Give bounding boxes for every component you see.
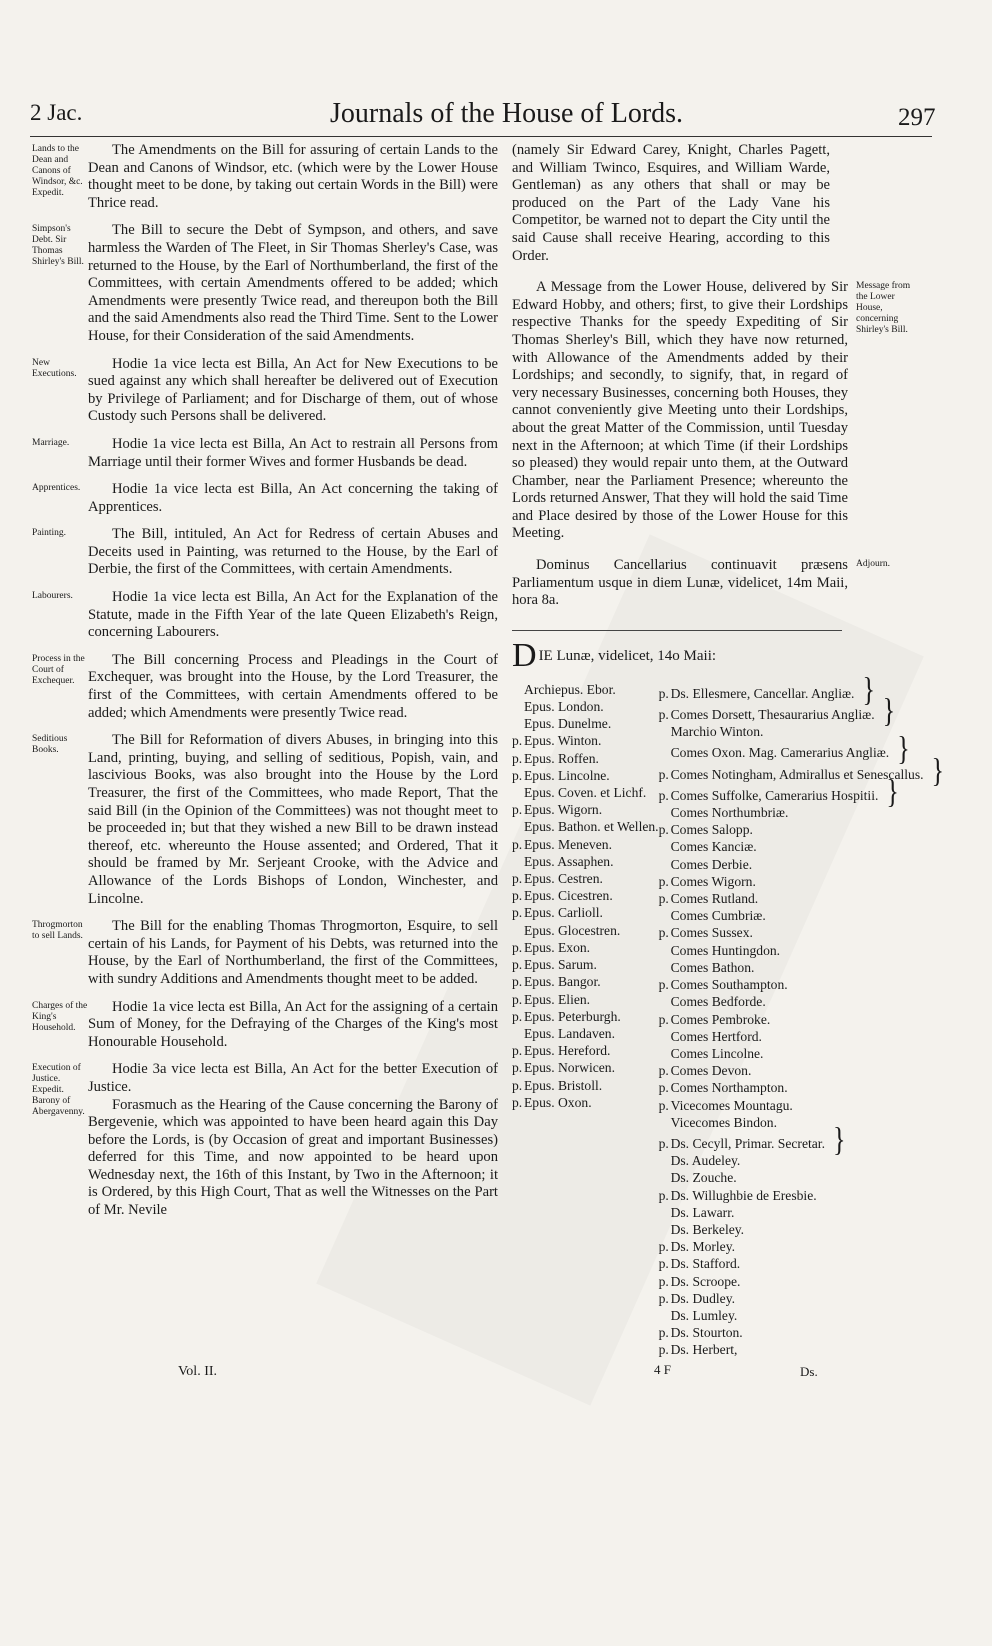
margin-note: Execution of Justice. Expedit. Barony of Abergavenny.: [32, 1063, 85, 1118]
member-name: Ds. Herbert,: [670, 1342, 738, 1358]
entry-text: Hodie 1a vice lecta est Billa, An Act concerning the taking of Apprentices.: [88, 481, 498, 515]
member-name: Epus. Lincolne.: [524, 767, 610, 783]
member-name: Comes Cumbriæ.: [670, 908, 766, 924]
roll-entry: [659, 1079, 944, 1096]
member-name: Ds. Dudley.: [670, 1290, 736, 1306]
entry-marriage: [32, 436, 498, 471]
running-head-left: 2 Jac.: [30, 100, 83, 125]
roll-entry: [512, 836, 659, 853]
roll-entry: [659, 821, 944, 838]
roll-entry: [512, 956, 659, 973]
margin-note: Simpson's Debt. Sir Thomas Shirley's Bill.: [32, 224, 84, 268]
member-name: Comes Dorsett, Thesaurarius Angliæ.: [670, 707, 875, 723]
brace-mark: }: [886, 772, 899, 811]
member-name: Ds. Stourton.: [670, 1325, 743, 1341]
member-name: Epus. Meneven.: [524, 836, 612, 852]
entry-text: The Bill concerning Process and Pleadings in the Court of Exchequer, was brought into the House, by the Lord Treasurer, the first of the Committees, with certain Amendments offered to be added; which Amendments were presently Twice read.: [88, 651, 498, 721]
entry-text: Hodie 1a vice lecta est Billa, An Act to restrain all Persons from Marriage until their former Wives and former Husbands be dead.: [88, 435, 498, 470]
member-name: Vicecomes Mountagu.: [670, 1097, 793, 1113]
entry-text: Hodie 1a vice lecta est Billa, An Act for New Executions to be sued against any which shall hereafter be delivered out of Execution by Privilege of Parliament; and for Discharge of them, out of whose Custody such Persons shall be delivered.: [88, 355, 498, 425]
presence-mark: p.: [512, 802, 523, 818]
roll-entry: [512, 715, 659, 732]
roll-entry: [512, 750, 659, 767]
member-name: Epus. Cicestren.: [524, 888, 613, 904]
presence-mark: p.: [658, 822, 669, 838]
member-name: Ds. Audeley.: [670, 1153, 741, 1169]
member-name: Ds. Stafford.: [670, 1256, 741, 1272]
entry-text: The Bill for Reformation of divers Abuses, in bringing into this Land, printing, buying, and selling of seditious, Popish, vain, and lascivious Books, was also brought into the House by the Lord Treasurer, the first of the Committees, who made Report, That the said Bill (in the Opinion of the Committees) was not thought meet to be proceeded in; but that they wished a new Bill to be drawn instead thereof, etc. whereunto the House assented; and Ordered, That it should be framed by Mr. Serjeant Crooke, with the Advice and Allowance of the Lords Bishops of London, Winchester, and Lincolne.: [88, 732, 498, 907]
member-name: Comes Huntingdon.: [670, 942, 781, 958]
presence-mark: p.: [512, 767, 523, 783]
presence-mark: p.: [658, 1290, 669, 1306]
date-heading: [512, 636, 912, 674]
adjournment-text: Dominus Cancellarius continuavit præsens Parliamentum usque in diem Lunæ, videlicet, 14m Maii, hora 8a.: [512, 557, 848, 609]
margin-note: Throgmorton to sell Lands.: [32, 920, 83, 942]
margin-note: Charges of the King's Household.: [32, 1000, 88, 1033]
message-text: A Message from the Lower House, delivered by Sir Edward Hobby, and others; first, to give their Lordships respective Thanks for the speedy Expediting of Sir Thomas Sherley's Bill, which they have now returned, with Allowance of the Amendments added by their Lordships; and secondly, to signify, that, in regard of very necessary Businesses, concerning both Houses, they cannot conveniently give Meeting unto their Lordships, about the great Matter of the Commission, until Tuesday next in the Afternoon; at which Time (if their Lordships so pleased) they would repair unto them, at the Outward Chamber, near the Parliament Presence; whereunto the Lords returned Answer, That they will hold the said Time and Place desired by those of the Lower House for this Meeting.: [512, 279, 848, 542]
presence-mark: p.: [658, 977, 669, 993]
member-name: Marchio Winton.: [670, 724, 764, 740]
member-name: Epus. Coven. et Lichf.: [524, 785, 647, 801]
member-name: Comes Suffolke, Camerarius Hospitii.: [670, 787, 879, 803]
presence-mark: p.: [658, 1239, 669, 1255]
presence-mark: p.: [658, 891, 669, 907]
roll-entry: [659, 1341, 944, 1358]
margin-note: Seditious Books.: [32, 734, 68, 756]
volume-mark: Vol. II.: [178, 1364, 218, 1379]
roll-entry: [659, 1324, 944, 1341]
roll-entry: [658, 670, 944, 709]
roll-entry: [512, 698, 659, 715]
presence-mark: p.: [512, 939, 523, 955]
member-name: Epus. Sarum.: [524, 957, 597, 973]
roll-entry: [659, 942, 944, 959]
member-name: Ds. Lawarr.: [670, 1204, 735, 1220]
member-name: Comes Lincolne.: [670, 1045, 764, 1061]
member-name: Archiepus. Ebor.: [524, 681, 616, 697]
presence-mark: p.: [512, 905, 523, 921]
roll-entry: [659, 924, 944, 941]
entry-execution-justice: [32, 1061, 498, 1219]
member-name: Comes Devon.: [670, 1063, 752, 1079]
attendance-roll: [512, 670, 945, 1359]
presence-mark: p.: [658, 1135, 669, 1151]
roll-entry: [512, 887, 659, 904]
member-name: Epus. Roffen.: [524, 750, 599, 766]
header-rule: [30, 136, 932, 137]
member-name: Ds. Willughbie de Eresbie.: [670, 1187, 817, 1203]
presence-mark: p.: [512, 1008, 523, 1024]
member-name: Epus. Cestren.: [524, 871, 603, 887]
roll-entry: [659, 856, 944, 873]
entry-text-continued: Forasmuch as the Hearing of the Cause concerning the Barony of Bergevenie, which was appointed to have been heard again this Day before the Lords, is (by Occasion of great and important Businesses) deferred for this Time, and now appointed to be heard upon Wednesday next, the 16th of this Instant, by Two in the Afternoon; it is Ordered, by this High Court, That as well the Witnesses on the Part of Mr. Nevile: [88, 1096, 498, 1219]
page-number: 297: [898, 104, 936, 131]
member-name: Epus. Landaven.: [524, 1025, 615, 1041]
presence-mark: p.: [658, 1187, 669, 1203]
roll-entry: [512, 939, 659, 956]
presence-mark: p.: [658, 787, 669, 803]
brace-mark: }: [882, 691, 896, 730]
margin-note: New Executions.: [32, 357, 77, 379]
presence-mark: p.: [512, 836, 523, 852]
member-name: Epus. Assaphen.: [524, 853, 614, 869]
roll-entry: [659, 1255, 944, 1272]
roll-entry: [512, 681, 659, 698]
entry-exchequer: [32, 652, 498, 722]
member-name: Epus. Winton.: [524, 733, 602, 749]
roll-entry: [512, 870, 659, 887]
member-name: Comes Bathon.: [670, 959, 755, 975]
member-name: Comes Southampton.: [670, 977, 788, 993]
roll-entry: [659, 907, 944, 924]
roll-entry: [512, 732, 659, 749]
message-entry: [512, 279, 912, 557]
presence-mark: p.: [658, 1097, 669, 1113]
roll-entry: [659, 959, 944, 976]
roll-entry: [512, 1008, 659, 1025]
roll-entry: [659, 1290, 944, 1307]
presence-mark: p.: [658, 707, 669, 723]
member-name: Comes Wigorn.: [670, 873, 756, 889]
member-name: Comes Notingham, Admirallus et Senescallus.: [670, 766, 924, 782]
roll-entry: [512, 904, 659, 921]
roll-entry: [512, 1094, 659, 1111]
entry-text: The Bill for the enabling Thomas Throgmorton, Esquire, to sell certain of his Lands, for Payment of his Debts, was returned into the House, by the Earl of Northumberland, the first of the Committees, with sundry Additions and Amendments thought meet to be added.: [88, 918, 498, 987]
entry-new-executions: [32, 356, 498, 426]
member-name: Ds. Zouche.: [670, 1170, 737, 1186]
presence-mark: p.: [512, 1077, 523, 1093]
roll-entry: [659, 1204, 944, 1221]
adjournment-entry: [512, 557, 912, 624]
roll-entry: [659, 1028, 944, 1045]
member-name: Epus. Bristoll.: [524, 1077, 603, 1093]
presence-mark: p.: [658, 1080, 669, 1096]
presence-mark: p.: [658, 1273, 669, 1289]
roll-spiritual: [512, 681, 659, 1359]
entry-household: [32, 999, 498, 1052]
member-name: Epus. Glocestren.: [524, 922, 621, 938]
member-name: Epus. Hereford.: [524, 1043, 611, 1059]
roll-entry: [659, 1097, 944, 1114]
member-name: Epus. Wigorn.: [524, 802, 603, 818]
brace-mark: }: [832, 1120, 846, 1159]
running-title: Journals of the House of Lords.: [330, 98, 684, 129]
roll-entry: [512, 818, 659, 835]
presence-mark: p.: [512, 1060, 523, 1076]
presence-mark: p.: [512, 888, 523, 904]
member-name: Epus. London.: [524, 699, 604, 715]
presence-mark: p.: [512, 733, 523, 749]
left-column: [32, 142, 498, 1230]
entry-windsor-lands: [32, 142, 498, 212]
member-name: Comes Salopp.: [670, 822, 753, 838]
margin-note: Message from the Lower House, concerning Shirley's Bill.: [856, 281, 911, 336]
member-name: Epus. Exon.: [524, 939, 591, 955]
catchword: Ds.: [800, 1364, 818, 1379]
margin-note: Painting.: [32, 528, 67, 539]
roll-entry: [659, 1238, 944, 1255]
roll-entry: [512, 801, 659, 818]
roll-entry: [659, 1011, 944, 1028]
roll-entry: [512, 1059, 659, 1076]
roll-entry: [659, 976, 944, 993]
roll-entry: [512, 853, 659, 870]
roll-entry: [659, 873, 944, 890]
continued-paragraph: (namely Sir Edward Carey, Knight, Charles Pagett, and William Twinco, Esquires, and William Warde, Gentleman) as any others that shall or may be produced on the Part of the Lady Vane his Competitor, be warned not to depart the City until the said Cause shall receive Hearing, according to this Order.: [512, 142, 830, 264]
presence-mark: p.: [658, 1011, 669, 1027]
entry-text: The Amendments on the Bill for assuring of certain Lands to the Dean and Canons of Windsor, etc. (which were by the Lower House thought meet to be done, by taking out certain Words in the Bill) were Thrice read.: [88, 142, 498, 211]
presence-mark: p.: [512, 974, 523, 990]
entry-text: The Bill, intituled, An Act for Redress of certain Abuses and Deceits used in Painting, was returned to the House, by the Earl of Derbie, the first of the Committees, with certain Amendments.: [88, 526, 498, 578]
roll-entry: [659, 804, 944, 821]
member-name: Ds. Cecyll, Primar. Secretar.: [670, 1135, 825, 1151]
entry-simpsons-debt: [32, 222, 498, 345]
roll-entry: [659, 1307, 944, 1324]
member-name: Epus. Bathon. et Wellen.: [524, 819, 659, 835]
member-name: Vicecomes Bindon.: [670, 1114, 777, 1130]
entry-text: Hodie 3a vice lecta est Billa, An Act for the better Execution of Justice.: [88, 1061, 498, 1095]
entry-text: The Bill to secure the Debt of Sympson, and others, and save harmless the Warden of The Fleet, in Sir Thomas Sherley's Case, was returned to the House, by the Earl of Northumberland, the first of the Committees, with certain Amendments offered to be added; which Amendments were presently Twice read, and thereupon both the Bill and the said Amendments also read the Third Time. Sent to the Lower House, for their Consideration of the said Amendments.: [88, 222, 498, 344]
presence-mark: p.: [658, 925, 669, 941]
margin-note: Process in the Court of Exchequer.: [32, 653, 85, 686]
roll-entry: [659, 1169, 944, 1186]
roll-entry: [659, 1114, 944, 1131]
member-name: Epus. Norwicen.: [524, 1060, 615, 1076]
entry-painting: [32, 526, 498, 579]
member-name: Ds. Morley.: [670, 1239, 736, 1255]
roll-entry: [512, 1042, 659, 1059]
member-name: Epus. Oxon.: [524, 1094, 592, 1110]
presence-mark: p.: [658, 1325, 669, 1341]
brace-mark: }: [897, 730, 910, 768]
date-heading-text: IE Lunæ, videlicet, 14o Maii:: [538, 647, 717, 664]
roll-entry: [512, 991, 659, 1008]
presence-mark: p.: [512, 1043, 523, 1059]
roll-entry: [512, 1077, 659, 1094]
member-name: Epus. Bangor.: [524, 974, 601, 990]
roll-temporal: [658, 670, 945, 1359]
roll-entry: [659, 1152, 944, 1169]
presence-mark: p.: [512, 871, 523, 887]
signature-mark: 4 F: [654, 1362, 671, 1377]
roll-entry: [512, 922, 659, 939]
roll-entry: [659, 1062, 944, 1079]
member-name: Comes Kanciæ.: [670, 839, 757, 855]
entry-labourers: [32, 589, 498, 642]
member-name: Comes Northumbriæ.: [670, 805, 789, 821]
member-name: Epus. Carlioll.: [524, 905, 603, 921]
entry-throgmorton: [32, 918, 498, 988]
member-name: Ds. Scroope.: [670, 1273, 741, 1289]
margin-note: Labourers.: [32, 591, 73, 602]
right-column: [512, 142, 945, 1359]
member-name: Comes Hertford.: [670, 1028, 762, 1044]
roll-entry: [659, 838, 944, 855]
roll-entry: [659, 890, 944, 907]
entry-text: Hodie 1a vice lecta est Billa, An Act for the Explanation of the Statute, made in the Fifth Year of the late Queen Elizabeth's Reign, concerning Labourers.: [88, 589, 498, 641]
member-name: Ds. Berkeley.: [670, 1221, 745, 1237]
entry-seditious-books: [32, 732, 498, 908]
roll-entry: [512, 784, 659, 801]
margin-note: Marriage.: [32, 437, 70, 448]
presence-mark: p.: [512, 991, 523, 1007]
roll-entry: [659, 993, 944, 1010]
roll-entry: [512, 1025, 659, 1042]
roll-entry: [659, 1045, 944, 1062]
presence-mark: p.: [658, 1342, 669, 1358]
presence-mark: p.: [658, 1063, 669, 1079]
margin-note: Lands to the Dean and Canons of Windsor, &c. Expedit.: [32, 144, 83, 198]
member-name: Comes Pembroke.: [670, 1011, 771, 1027]
member-name: Comes Bedforde.: [670, 994, 766, 1010]
presence-mark: p.: [512, 750, 523, 766]
drop-cap: D: [512, 636, 537, 674]
roll-entry: [659, 1221, 944, 1238]
brace-mark: }: [862, 670, 875, 709]
roll-entry: [659, 1273, 944, 1290]
brace-mark: }: [931, 751, 945, 790]
member-name: Comes Derbie.: [670, 856, 753, 872]
member-name: Comes Sussex.: [670, 925, 753, 941]
member-name: Comes Northampton.: [670, 1080, 788, 1096]
margin-note: Apprentices.: [32, 483, 81, 494]
member-name: Comes Oxon. Mag. Camerarius Angliæ.: [670, 745, 890, 761]
presence-mark: p.: [512, 957, 523, 973]
member-name: Comes Rutland.: [670, 891, 759, 907]
presence-mark: p.: [658, 873, 669, 889]
member-name: Ds. Ellesmere, Cancellar. Angliæ.: [670, 685, 855, 701]
margin-note: Adjourn.: [856, 559, 891, 570]
section-rule: [512, 630, 842, 631]
member-name: Epus. Dunelme.: [524, 716, 612, 732]
presence-mark: p.: [512, 1094, 523, 1110]
member-name: Epus. Elien.: [524, 991, 591, 1007]
member-name: Epus. Peterburgh.: [524, 1008, 621, 1024]
presence-mark: p.: [658, 766, 669, 782]
entry-text: Hodie 1a vice lecta est Billa, An Act for the assigning of a certain Sum of Money, for the Defraying of the Charges of the King's most Honourable Household.: [88, 998, 498, 1050]
roll-entry: [659, 1187, 944, 1204]
roll-entry: [512, 973, 659, 990]
member-name: Ds. Lumley.: [670, 1307, 738, 1323]
presence-mark: p.: [658, 685, 669, 701]
entry-apprentices: [32, 481, 498, 516]
presence-mark: p.: [658, 1256, 669, 1272]
roll-entry: [512, 767, 659, 784]
